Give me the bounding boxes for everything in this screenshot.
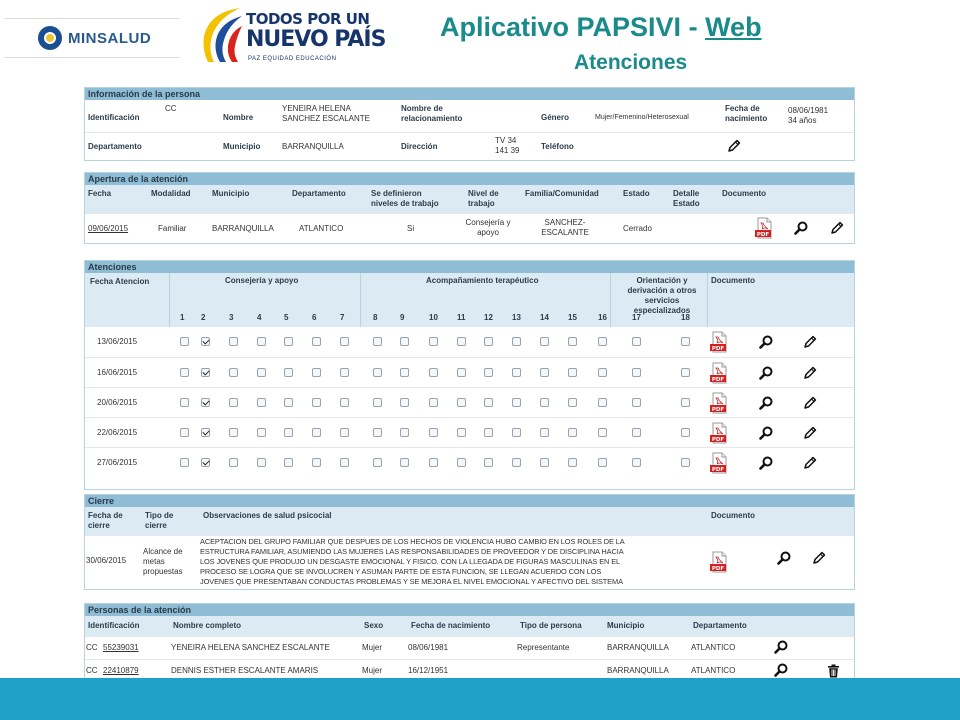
atencion-row	[85, 387, 854, 417]
sep	[610, 273, 611, 327]
svg-text:PDF: PDF	[711, 467, 725, 473]
atenciones-header: Atenciones	[85, 261, 854, 273]
label-telefono: Teléfono	[541, 142, 574, 151]
atencion-checkbox-16[interactable]	[598, 428, 607, 437]
atencion-fecha: 13/06/2015	[97, 337, 138, 346]
atencion-checkbox-5[interactable]	[284, 368, 293, 377]
atencion-view-button[interactable]	[759, 396, 773, 415]
at-col-number: 8	[373, 313, 378, 322]
search-icon	[777, 551, 791, 565]
at-col-number: 18	[681, 313, 690, 322]
atencion-checkbox-17[interactable]	[632, 368, 641, 377]
at-col-number: 7	[340, 313, 345, 322]
atencion-checkbox-13[interactable]	[512, 337, 521, 346]
atencion-checkbox-9[interactable]	[400, 337, 409, 346]
atencion-pdf-button[interactable]	[709, 422, 729, 449]
cierre-fecha: 30/06/2015	[86, 556, 127, 565]
cierre-row	[85, 535, 854, 589]
apertura-fecha-link[interactable]: 09/06/2015	[88, 224, 129, 233]
apertura-familia: SANCHEZ-ESCALANTE	[541, 218, 589, 237]
persona-row	[85, 636, 854, 659]
title-web-link[interactable]: Web	[705, 12, 762, 42]
persona-tipo-doc: CC	[86, 643, 98, 652]
atencion-row	[85, 357, 854, 387]
atencion-pdf-button[interactable]	[709, 362, 729, 389]
cierre-pdf-button[interactable]	[709, 551, 729, 578]
apertura-col-header: Se definieron niveles de trabajo	[371, 189, 439, 208]
apertura-departamento: ATLANTICO	[299, 224, 344, 233]
svg-text:PDF: PDF	[711, 346, 725, 352]
label-municipio: Municipio	[223, 142, 261, 151]
persona-id-link[interactable]: 22410879	[103, 666, 139, 675]
at-col-number: 1	[180, 313, 185, 322]
at-col-number: 5	[284, 313, 289, 322]
atencion-checkbox-13[interactable]	[512, 458, 521, 467]
apertura-estado: Cerrado	[623, 224, 652, 233]
atencion-checkbox-8[interactable]	[373, 458, 382, 467]
label-relacionamiento: Nombre de relacionamiento	[401, 104, 463, 123]
at-col-number: 2	[201, 313, 206, 322]
atencion-checkbox-4[interactable]	[257, 458, 266, 467]
atencion-edit-button[interactable]	[803, 456, 817, 475]
atencion-checkbox-9[interactable]	[400, 398, 409, 407]
label-nombre: Nombre	[223, 113, 254, 122]
at-col-number: 10	[429, 313, 438, 322]
atencion-checkbox-4[interactable]	[257, 368, 266, 377]
edit-persona-button[interactable]	[727, 139, 741, 158]
pdf-icon	[709, 422, 729, 444]
pencil-icon	[830, 221, 844, 235]
atencion-checkbox-18[interactable]	[681, 398, 690, 407]
obs-line: PROCESO SE LOGRA QUE SE INVOLUCREN Y ASUMAN PARTE DE ESTA FUNCION, SE LLEGAN ACUERDO CON LOS	[200, 567, 602, 576]
persona-sexo: Mujer	[362, 666, 383, 675]
atencion-checkbox-3[interactable]	[229, 428, 238, 437]
label-departamento: Departamento	[88, 142, 142, 151]
value-municipio: BARRANQUILLA	[282, 142, 344, 151]
pencil-icon	[803, 366, 817, 380]
atencion-checkbox-11[interactable]	[457, 428, 466, 437]
atencion-checkbox-7[interactable]	[340, 428, 349, 437]
value-genero: Mujer/Femenino/Heterosexual	[595, 114, 689, 121]
obs-line: JOVENES QUE PRESENTABAN CONDUCTAS PROBLEMAS Y SE MEJORA EL NIVEL EMOCIONAL Y AFECTIVO DEL SISTEMA	[200, 577, 623, 586]
persona-id-link[interactable]: 55239031	[103, 643, 139, 652]
svg-text:PDF: PDF	[711, 377, 725, 383]
at-fecha-header: Fecha Atencion	[90, 277, 150, 286]
atencion-checkbox-1[interactable]	[180, 398, 189, 407]
colombia-seal-icon	[38, 26, 62, 50]
atencion-checkbox-2[interactable]	[201, 368, 210, 377]
atencion-checkbox-12[interactable]	[484, 458, 493, 467]
atencion-checkbox-11[interactable]	[457, 458, 466, 467]
atencion-checkbox-5[interactable]	[284, 398, 293, 407]
atencion-checkbox-10[interactable]	[429, 337, 438, 346]
atenciones-column-headers	[85, 273, 854, 327]
atencion-checkbox-14[interactable]	[540, 428, 549, 437]
atencion-checkbox-14[interactable]	[540, 337, 549, 346]
at-group-consejeria: Consejería y apoyo	[225, 276, 299, 285]
persona-fecha: 16/12/1951	[408, 666, 449, 675]
pdf-icon	[709, 551, 729, 573]
atencion-edit-button[interactable]	[803, 396, 817, 415]
cierre-edit-button[interactable]	[812, 551, 826, 570]
atencion-checkbox-3[interactable]	[229, 368, 238, 377]
atencion-checkbox-16[interactable]	[598, 398, 607, 407]
atenciones-panel	[84, 260, 855, 490]
apertura-niveles: Si	[407, 224, 415, 233]
at-col-number: 13	[512, 313, 521, 322]
atencion-checkbox-13[interactable]	[512, 428, 521, 437]
atencion-checkbox-6[interactable]	[312, 398, 321, 407]
title-prefix: Aplicativo PAPSIVI -	[440, 12, 706, 42]
atencion-checkbox-16[interactable]	[598, 337, 607, 346]
apertura-col-header: Detalle Estado	[673, 189, 700, 208]
apertura-column-headers	[85, 185, 854, 213]
atencion-checkbox-18[interactable]	[681, 428, 690, 437]
pdf-icon	[709, 362, 729, 384]
atencion-checkbox-5[interactable]	[284, 337, 293, 346]
atencion-checkbox-13[interactable]	[512, 398, 521, 407]
atencion-fecha: 22/06/2015	[97, 428, 138, 437]
atencion-checkbox-11[interactable]	[457, 368, 466, 377]
atencion-checkbox-16[interactable]	[598, 458, 607, 467]
atencion-checkbox-15[interactable]	[568, 458, 577, 467]
cierre-doc-header: Documento	[711, 511, 755, 520]
tpu-mark-icon	[200, 6, 244, 64]
atenciones-rows	[85, 327, 854, 477]
atencion-checkbox-2[interactable]	[201, 398, 210, 407]
apertura-col-header: Familia/Comunidad	[525, 189, 599, 198]
atencion-checkbox-7[interactable]	[340, 368, 349, 377]
apertura-edit-button[interactable]	[830, 221, 844, 240]
atencion-checkbox-10[interactable]	[429, 398, 438, 407]
atencion-checkbox-9[interactable]	[400, 368, 409, 377]
pencil-icon	[803, 456, 817, 470]
atencion-checkbox-8[interactable]	[373, 337, 382, 346]
at-group-orientacion: Orientación y derivación a otros servicios especializados	[627, 276, 697, 315]
atencion-checkbox-9[interactable]	[400, 428, 409, 437]
cierre-tipo-header: Tipo de cierre	[145, 511, 174, 530]
cierre-column-headers	[85, 507, 854, 535]
persona-departamento: ATLANTICO	[691, 666, 736, 675]
atencion-view-button[interactable]	[759, 456, 773, 475]
atencion-checkbox-11[interactable]	[457, 398, 466, 407]
minsalud-logo	[4, 18, 180, 58]
atencion-checkbox-16[interactable]	[598, 368, 607, 377]
atencion-checkbox-8[interactable]	[373, 398, 382, 407]
atencion-checkbox-7[interactable]	[340, 398, 349, 407]
atencion-checkbox-5[interactable]	[284, 458, 293, 467]
atencion-checkbox-15[interactable]	[568, 337, 577, 346]
persona-view-button[interactable]	[774, 640, 788, 659]
cierre-obs-header: Observaciones de salud psicocial	[203, 511, 332, 520]
at-col-number: 6	[312, 313, 317, 322]
apertura-nivel: Consejería y apoyo	[465, 218, 511, 237]
cierre-view-button[interactable]	[777, 551, 791, 570]
atencion-checkbox-11[interactable]	[457, 337, 466, 346]
atencion-checkbox-3[interactable]	[229, 337, 238, 346]
search-icon	[774, 640, 788, 654]
pencil-icon	[812, 551, 826, 565]
atencion-checkbox-6[interactable]	[312, 368, 321, 377]
atencion-checkbox-12[interactable]	[484, 368, 493, 377]
atencion-row	[85, 417, 854, 447]
value-edad: 34 años	[788, 116, 817, 125]
atencion-pdf-button[interactable]	[709, 452, 729, 479]
svg-text:PDF: PDF	[756, 232, 770, 238]
apertura-col-header: Modalidad	[151, 189, 191, 198]
footer-band	[0, 678, 960, 720]
persona-row-2	[85, 132, 854, 160]
atencion-edit-button[interactable]	[803, 366, 817, 385]
atencion-checkbox-3[interactable]	[229, 398, 238, 407]
cierre-fecha-header: Fecha de cierre	[88, 511, 123, 530]
label-fecha-nac: Fecha de nacimiento	[725, 104, 768, 123]
application-screenshot	[80, 82, 860, 708]
atencion-checkbox-7[interactable]	[340, 458, 349, 467]
value-fecha-nac: 08/06/1981	[788, 106, 829, 115]
atencion-checkbox-2[interactable]	[201, 337, 210, 346]
apertura-col-header: Documento	[722, 189, 766, 198]
persona-row-1	[85, 100, 854, 132]
pdf-icon	[754, 217, 774, 239]
atencion-fecha: 16/06/2015	[97, 368, 138, 377]
apertura-pdf-button[interactable]	[754, 217, 774, 244]
atencion-checkbox-2[interactable]	[201, 428, 210, 437]
persona-nombre: DENNIS ESTHER ESCALANTE AMARIS	[171, 666, 319, 675]
label-genero: Género	[541, 113, 570, 122]
value-direccion: TV 34 141 39	[495, 136, 520, 155]
persona-municipio: BARRANQUILLA	[607, 666, 669, 675]
at-col-number: 16	[598, 313, 607, 322]
atencion-checkbox-9[interactable]	[400, 458, 409, 467]
trash-icon	[827, 664, 840, 678]
persona-fecha: 08/06/1981	[408, 643, 449, 652]
obs-line: ESTRUCTURA FAMILIAR, ASUMIENDO LAS MUJERES LAS RESPONSABILIDADES DE PROVEEDOR Y DE DISCIPLINA HACIA	[200, 547, 624, 556]
obs-line: LOS JOVENES QUE PRODUJO UN DESGASTE EMOCIONAL Y FISICO. CON LA LLEGADA DE FIGURAS MASCULINAS EN EL	[200, 557, 621, 566]
atencion-checkbox-18[interactable]	[681, 368, 690, 377]
atencion-row	[85, 447, 854, 477]
at-col-number: 9	[400, 313, 405, 322]
atencion-checkbox-4[interactable]	[257, 398, 266, 407]
atencion-checkbox-10[interactable]	[429, 428, 438, 437]
page-title	[440, 12, 762, 43]
personas-col-header: Tipo de persona	[520, 621, 582, 630]
atencion-checkbox-1[interactable]	[180, 337, 189, 346]
atencion-checkbox-7[interactable]	[340, 337, 349, 346]
personas-header: Personas de la atención	[85, 604, 854, 616]
atencion-checkbox-15[interactable]	[568, 368, 577, 377]
atencion-edit-button[interactable]	[803, 426, 817, 445]
personas-col-header: Departamento	[693, 621, 747, 630]
label-direccion: Dirección	[401, 142, 438, 151]
atencion-checkbox-13[interactable]	[512, 368, 521, 377]
label-identificacion: Identificación	[88, 113, 140, 122]
atencion-checkbox-15[interactable]	[568, 428, 577, 437]
atencion-row	[85, 327, 854, 357]
atencion-checkbox-6[interactable]	[312, 337, 321, 346]
atencion-checkbox-12[interactable]	[484, 398, 493, 407]
personas-col-header: Municipio	[607, 621, 645, 630]
personas-col-header: Identificación	[88, 621, 140, 630]
pencil-icon	[803, 335, 817, 349]
personas-col-header: Sexo	[364, 621, 384, 630]
atencion-checkbox-4[interactable]	[257, 428, 266, 437]
search-icon	[759, 426, 773, 440]
pdf-icon	[709, 331, 729, 353]
persona-tipo: Representante	[517, 643, 570, 652]
at-col-number: 12	[484, 313, 493, 322]
atencion-pdf-button[interactable]	[709, 392, 729, 419]
at-col-number: 15	[568, 313, 577, 322]
page-subtitle: Atenciones	[574, 51, 688, 74]
apertura-modalidad: Familiar	[158, 224, 187, 233]
atencion-checkbox-14[interactable]	[540, 398, 549, 407]
persona-tipo-doc: CC	[86, 666, 98, 675]
search-icon	[774, 663, 788, 677]
persona-departamento: ATLANTICO	[691, 643, 736, 652]
atencion-checkbox-17[interactable]	[632, 337, 641, 346]
atencion-checkbox-4[interactable]	[257, 337, 266, 346]
apertura-row	[85, 213, 854, 243]
atencion-checkbox-8[interactable]	[373, 428, 382, 437]
atencion-checkbox-17[interactable]	[632, 398, 641, 407]
persona-panel	[84, 87, 855, 161]
at-col-number: 14	[540, 313, 549, 322]
sep	[707, 273, 708, 327]
persona-sexo: Mujer	[362, 643, 383, 652]
value-nombre: YENEIRA HELENA SANCHEZ ESCALANTE	[282, 104, 371, 123]
minsalud-logo-text: MINSALUD	[68, 29, 152, 47]
personas-col-header: Nombre completo	[173, 621, 242, 630]
search-icon	[759, 366, 773, 380]
logo-line-1: TODOS POR UN	[246, 10, 370, 28]
logo-line-2: NUEVO PAÍS	[246, 27, 386, 52]
atencion-view-button[interactable]	[759, 366, 773, 385]
atencion-checkbox-14[interactable]	[540, 368, 549, 377]
sep	[360, 273, 361, 327]
personas-col-header: Fecha de nacimiento	[411, 621, 491, 630]
atencion-edit-button[interactable]	[803, 335, 817, 354]
apertura-col-header: Municipio	[212, 189, 250, 198]
value-tipo-doc: CC	[165, 104, 177, 113]
cierre-observaciones	[200, 537, 625, 587]
todos-por-un-nuevo-pais-logo	[200, 4, 386, 66]
pencil-icon	[727, 139, 741, 153]
persona-header: Información de la persona	[85, 88, 854, 100]
atencion-checkbox-18[interactable]	[681, 337, 690, 346]
apertura-municipio: BARRANQUILLA	[212, 224, 274, 233]
atencion-checkbox-3[interactable]	[229, 458, 238, 467]
pencil-icon	[803, 396, 817, 410]
atencion-pdf-button[interactable]	[709, 331, 729, 358]
svg-text:PDF: PDF	[711, 437, 725, 443]
pdf-icon	[709, 392, 729, 414]
search-icon	[759, 335, 773, 349]
logo-line-3: PAZ EQUIDAD EDUCACIÓN	[248, 56, 337, 62]
apertura-col-header: Fecha	[88, 189, 112, 198]
atencion-checkbox-1[interactable]	[180, 458, 189, 467]
cierre-panel	[84, 494, 855, 590]
atencion-checkbox-15[interactable]	[568, 398, 577, 407]
at-col-number: 3	[229, 313, 234, 322]
search-icon	[759, 396, 773, 410]
atencion-checkbox-10[interactable]	[429, 458, 438, 467]
atencion-checkbox-18[interactable]	[681, 458, 690, 467]
apertura-panel	[84, 172, 855, 244]
atencion-checkbox-1[interactable]	[180, 428, 189, 437]
atencion-view-button[interactable]	[759, 335, 773, 354]
at-col-number: 17	[632, 313, 641, 322]
atencion-checkbox-6[interactable]	[312, 458, 321, 467]
atencion-checkbox-5[interactable]	[284, 428, 293, 437]
svg-text:PDF: PDF	[711, 566, 725, 572]
search-icon	[759, 456, 773, 470]
atencion-checkbox-10[interactable]	[429, 368, 438, 377]
obs-line: ACEPTACION DEL GRUPO FAMILIAR QUE DESPUES DE LOS HECHOS DE VIOLENCIA HUBO CAMBIO EN LOS ROLES DE LA	[200, 537, 625, 546]
atencion-checkbox-17[interactable]	[632, 428, 641, 437]
atencion-checkbox-1[interactable]	[180, 368, 189, 377]
at-col-number: 4	[257, 313, 262, 322]
personas-column-headers	[85, 616, 854, 636]
atencion-fecha: 27/06/2015	[97, 458, 138, 467]
atencion-checkbox-6[interactable]	[312, 428, 321, 437]
apertura-col-header: Nivel de trabajo	[468, 189, 499, 208]
svg-text:PDF: PDF	[711, 407, 725, 413]
search-icon	[794, 221, 808, 235]
cierre-header: Cierre	[85, 495, 854, 507]
apertura-col-header: Departamento	[292, 189, 346, 198]
persona-municipio: BARRANQUILLA	[607, 643, 669, 652]
sep	[169, 273, 170, 327]
atencion-checkbox-17[interactable]	[632, 458, 641, 467]
apertura-header: Apertura de la atención	[85, 173, 854, 185]
at-group-acompanamiento: Acompañamiento terapéutico	[426, 276, 539, 285]
apertura-col-header: Estado	[623, 189, 650, 198]
atencion-checkbox-12[interactable]	[484, 428, 493, 437]
atencion-view-button[interactable]	[759, 426, 773, 445]
pencil-icon	[803, 426, 817, 440]
atencion-checkbox-14[interactable]	[540, 458, 549, 467]
atencion-checkbox-2[interactable]	[201, 458, 210, 467]
at-group-documento: Documento	[711, 276, 755, 285]
apertura-view-button[interactable]	[794, 221, 808, 240]
atencion-fecha: 20/06/2015	[97, 398, 138, 407]
atencion-checkbox-12[interactable]	[484, 337, 493, 346]
pdf-icon	[709, 452, 729, 474]
at-col-number: 11	[457, 313, 466, 322]
atencion-checkbox-8[interactable]	[373, 368, 382, 377]
persona-nombre: YENEIRA HELENA SANCHEZ ESCALANTE	[171, 643, 330, 652]
cierre-tipo: Alcance de metas propuestas	[143, 547, 183, 576]
